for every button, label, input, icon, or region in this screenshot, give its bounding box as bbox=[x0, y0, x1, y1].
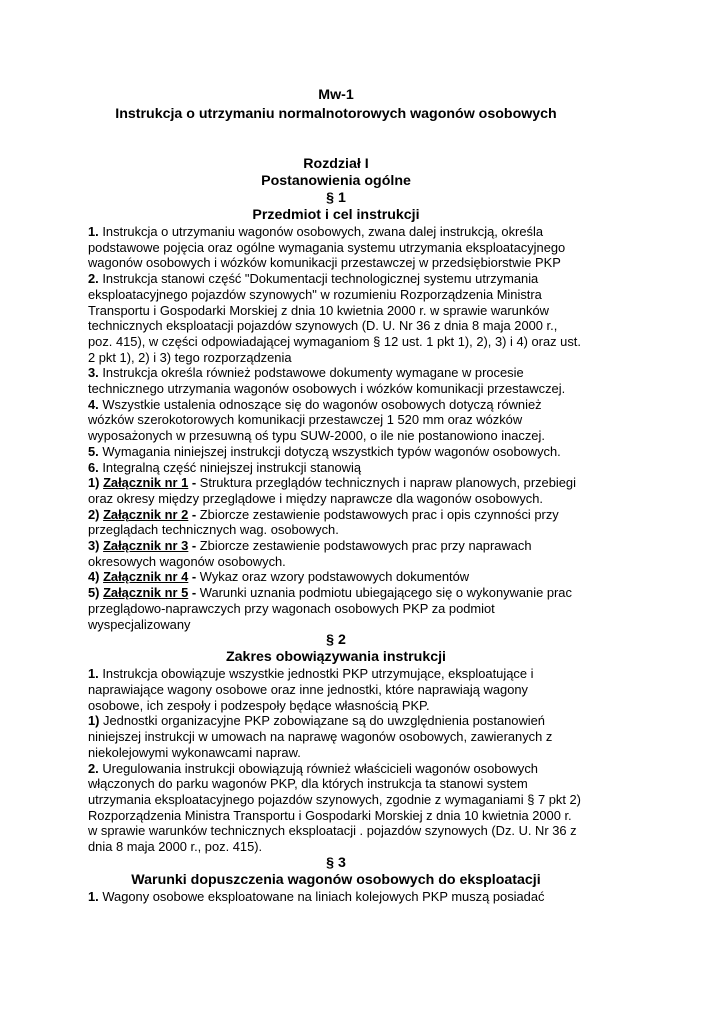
section-1-paragraph-5: 5. Wymagania niniejszej instrukcji dotyczą wszystkich typów wagonów osobowych. bbox=[88, 443, 561, 459]
section-1-paragraph-3: 3. Instrukcja określa również podstawowe dokumenty wymagane w procesie technicznego utrzymania wagonów osobowych i wózków komunikacji przestawczej. bbox=[88, 365, 566, 397]
document-code: Mw-1 bbox=[318, 87, 354, 103]
section-3-paragraph-1: 1. Wagony osobowe eksploatowane na liniach kolejowych PKP muszą posiadać bbox=[88, 888, 545, 904]
section-1-paragraph-6: 6. Integralną część niniejszej instrukcji stanowią bbox=[88, 459, 361, 475]
annex-3-label: Załącznik nr 3 bbox=[103, 538, 189, 554]
annex-2-label: Załącznik nr 2 bbox=[103, 506, 189, 522]
annex-item-3: 3) Załącznik nr 3 - Zbiorcze zestawienie podstawowych prac przy naprawach okresowych wagonów osobowych. bbox=[88, 538, 532, 569]
annex-4-label: Załącznik nr 4 bbox=[103, 569, 189, 585]
annex-item-1: 1) Załącznik nr 1 - Struktura przeglądów technicznych i napraw planowych, przebiegi oraz okresy między przeglądowe i między naprawcze dla wagonów osobowych. bbox=[88, 475, 576, 506]
annex-item-4: 4) Załącznik nr 4 - Wykaz oraz wzory podstawowych dokumentów bbox=[88, 569, 470, 585]
annex-item-5: 5) Załącznik nr 5 - Warunki uznania podmiotu ubiegającego się o wykonywanie prac przeglądowo-naprawczych przy wagonach osobowych PKP za podmiot wyspecjalizowany bbox=[88, 585, 572, 632]
annex-item-2: 2) Załącznik nr 2 - Zbiorcze zestawienie podstawowych prac i opis czynności przy przeglądach technicznych wag. osobowych. bbox=[88, 506, 559, 538]
section-3-heading: Warunki dopuszczenia wagonów osobowych do eksploatacji bbox=[131, 871, 541, 888]
section-1-paragraph-1: 1. Instrukcja o utrzymaniu wagonów osobowych, zwana dalej instrukcją, określa podstawowe pojęcia oraz ogólne wymagania systemu utrzymania eksploatacyjnego wagonów osobowych i wózków komunikacji przestawczej w przedsiębiorstwie PKP bbox=[88, 224, 566, 271]
annex-1-label: Załącznik nr 1 bbox=[103, 475, 189, 491]
section-2-paragraph-1a: 1) Jednostki organizacyjne PKP zobowiązane są do uwzględnienia postanowień niniejszej instrukcji w umowach na naprawę wagonów osobowych, zawieranych z niekolejowymi wykonawcami napraw. bbox=[88, 713, 553, 760]
section-1-heading: Przedmiot i cel instrukcji bbox=[252, 207, 420, 223]
document-title: Instrukcja o utrzymaniu normalnotorowych wagonów osobowych bbox=[115, 106, 557, 122]
section-2-paragraph-2: 2. Uregulowania instrukcji obowiązują również właścicieli wagonów osobowych włączonych do parku wagonów PKP, dla których instrukcja ta stanowi system utrzymania eksploatacyjnego pojazdów szynowych, zgodnie z wymaganiami § 7 pkt 2) Rozporządzenia Ministra Transportu i Gospodarki Morskiej z dnia 10 kwietnia 2000 r. w sprawie warunków technicznych eksploatacji . pojazdów szynowych (Dz. U. Nr 36 z dnia 8 maja 2000 r., poz. 415). bbox=[88, 760, 581, 855]
section-2-paragraph-1: 1. Instrukcja obowiązuje wszystkie jednostki PKP utrzymujące, eksploatujące i naprawiające wagony osobowe oraz inne jednostki, które naprawiają wagony osobowe, ich zespoły i podzespoły będące własnością PKP. bbox=[88, 666, 534, 713]
chapter-name: Postanowienia ogólne bbox=[261, 173, 411, 189]
annex-5-label: Załącznik nr 5 bbox=[103, 585, 189, 601]
section-1-mark: § 1 bbox=[326, 190, 346, 206]
section-3-mark: § 3 bbox=[326, 854, 346, 871]
section-1-paragraph-2: 2. Instrukcja stanowi część "Dokumentacji technologicznej systemu utrzymania eksploatacyjnego pojazdów szynowych" w rozumieniu Rozporządzenia Ministra Transportu i Gospodarki Morskiej z dnia 10 kwietnia 2000 r. w sprawie warunków technicznych eksploatacji pojazdów szynowych (D. U. Nr 36 z dnia 8 maja 2000 r., poz. 415), w części odpowiadającej wymaganiom § 12 ust. 1 pkt 1), 2), 3) i 4) oraz ust. 2 pkt 1), 2) i 3) tego rozporządzenia bbox=[88, 271, 581, 365]
chapter-label: Rozdział I bbox=[303, 156, 369, 172]
section-2-heading: Zakres obowiązywania instrukcji bbox=[226, 649, 446, 666]
document-page bbox=[88, 86, 584, 904]
section-2-mark: § 2 bbox=[326, 632, 346, 649]
spacer bbox=[88, 124, 584, 156]
section-1-paragraph-4: 4. Wszystkie ustalenia odnoszące się do wagonów osobowych dotyczą również wózków szerokotorowych komunikacji przestawczej 1 520 mm oraz wózków wyposażonych w przesuwną oś typu SUW-2000, o ile nie postanowiono inaczej. bbox=[88, 396, 545, 444]
